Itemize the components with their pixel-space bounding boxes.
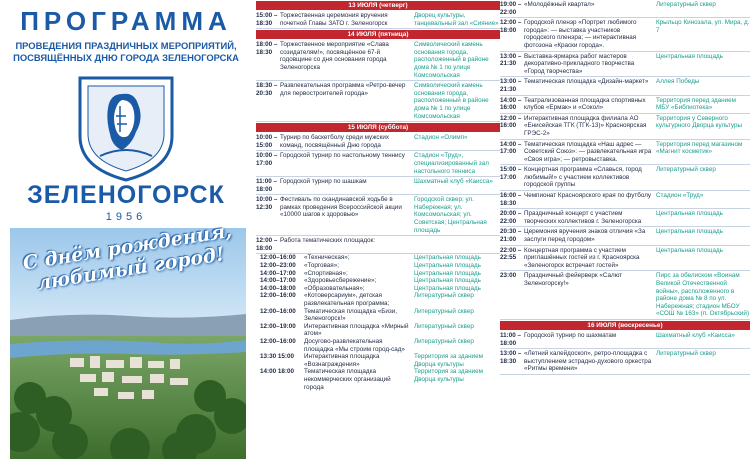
day-header: 16 ИЮЛЯ (воскресенье): [500, 321, 750, 330]
event-row: [500, 227, 750, 245]
sub-event-place: Территория за зданием Дворца культуры: [414, 368, 483, 383]
event-row: [500, 209, 750, 227]
event-row: [500, 165, 750, 191]
sub-event-place: Центральная площадь: [414, 254, 481, 262]
event-row: [500, 140, 750, 166]
sub-event-place: Центральная площадь: [414, 269, 481, 277]
event-time: 18:00 – 18:30: [256, 41, 278, 56]
sub-event-place: Центральная площадь: [414, 262, 481, 270]
program-title: ПРОГРАММА: [20, 6, 232, 36]
event-description: Тематическая площадка «Дизайн-маркет»: [524, 78, 649, 86]
event-place: Центральная площадь: [656, 246, 723, 254]
day-header: 14 ИЮЛЯ (пятница): [256, 30, 500, 39]
event-description: Выставка-ярмарка работ мастеров декоративно-прикладного творчества «Город творчества»: [524, 52, 635, 75]
event-place: Стадион «Труд», специализированный зал настольного тенниса: [414, 152, 489, 175]
schedule-column-2: [500, 0, 750, 459]
event-description: «Летний калейдоскоп», ретро-площадка с выступлением эстрадно-духового оркестра «Ритмы времени»: [524, 350, 652, 373]
event-time: 23:00: [500, 272, 517, 280]
event-place: Аллея Победы: [656, 78, 700, 86]
sub-event-description: «Торговая»;: [304, 262, 339, 270]
event-description: Городской турнир по настольному теннису: [280, 152, 405, 160]
event-place: Шахматный клуб «Каисса»: [414, 178, 493, 186]
event-place: Шахматный клуб «Каисса»: [656, 331, 735, 339]
event-place: Литературный сквер: [656, 1, 716, 8]
event-place: Литературный сквер: [656, 166, 716, 174]
event-time: 14:00 – 17:00: [500, 140, 522, 156]
event-time: 19:00 – 22:00: [500, 1, 522, 16]
sub-event-description: Досугово-развлекательная площадка «Мы строим город-сад»: [304, 337, 405, 353]
sub-event-description: «Образовательная»;: [304, 284, 365, 292]
day-header: 15 ИЮЛЯ (суббота): [256, 123, 500, 132]
event-description: Торжественная церемония вручения почетной Главы ЗАТО г. Зеленогорск: [280, 12, 388, 27]
sub-event-row: [256, 353, 500, 368]
sub-event-time: 12:00–23:00: [260, 262, 296, 270]
sub-event-row: [256, 277, 500, 285]
event-time: 16:00 – 18:30: [500, 192, 522, 207]
event-time: 20:00 – 22:00: [500, 210, 522, 225]
event-place: Территория перед зданием МБУ «Библиотека»: [656, 96, 736, 112]
event-time: 12:00 – 18:00: [500, 19, 522, 34]
sub-event-time: 14:00–18:00: [260, 284, 296, 292]
event-row: [256, 195, 500, 236]
sub-event-description: «Спортивная»;: [304, 269, 348, 277]
sub-event-place: Территория за зданием Дворца культуры: [414, 353, 483, 368]
event-place: Пирс за обелиском «Воинам Великой Отечественной войны», расположенного в районе дома № 8 по ул. Набережная; стадион МБОУ «СОШ № 163» (п. Октябрьский): [656, 272, 750, 318]
event-time: 15:00 – 17:00: [500, 166, 522, 181]
event-row: [256, 11, 500, 29]
event-place: Территория перед магазином «Магнит косметик»: [656, 140, 743, 156]
sub-event-time: 12:00–19:00: [260, 322, 296, 330]
sub-event-place: Литературный сквер: [414, 292, 474, 300]
sub-event-place: Литературный сквер: [414, 337, 474, 345]
sub-event-time: 14:00–17:00: [260, 269, 296, 277]
event-row: [500, 271, 750, 320]
schedule-column-1: [256, 0, 500, 459]
event-time: 11:00 – 18:00: [256, 178, 278, 193]
event-row: [500, 77, 750, 95]
event-description: Церемония вручения знаков отличия «За заслуги перед городом»: [524, 228, 646, 244]
event-description: Концертная программа с участием приглашённых гостей из г. Красноярска «Зеленогорск встречает гостей»: [524, 246, 640, 269]
event-row: [256, 133, 500, 151]
event-row: [500, 114, 750, 140]
title-panel: [0, 0, 252, 459]
event-description: «Молодёжный квартал»: [524, 1, 595, 8]
event-description: Работа тематических площадок:: [280, 237, 376, 245]
event-row: [500, 96, 750, 114]
event-time: 13:00 – 21:30: [500, 78, 522, 93]
event-description: Концертная программа «Славься, город любимый!» с участием коллективов городской группы: [524, 166, 642, 189]
event-place: Стадион «Олимп»: [414, 134, 468, 142]
sub-event-description: Тематическая площадка некоммерческих организаций города: [304, 368, 391, 391]
event-row: [256, 236, 500, 254]
event-place: Символический камень основания города, расположенный в районе дома № 1 по улице Комсомольская: [414, 82, 489, 120]
sub-event-description: «Котоверсариум», детская развлекательная программа;: [304, 292, 390, 307]
event-time: 12:00 – 18:00: [256, 237, 278, 252]
sub-event-row: [256, 338, 500, 353]
program-subtitle-line-2: ПОСВЯЩЁННЫХ ДНЮ ГОРОДА ЗЕЛЕНОГОРСКА: [13, 52, 239, 63]
founding-year: 1956: [105, 211, 147, 223]
event-place: Дворец культуры, танцевальный зал «Сияние»: [414, 12, 499, 27]
sub-event-row: [256, 368, 500, 391]
sub-event-place: Центральная площадь: [414, 284, 481, 292]
event-description: Городской пленэр «Портрет любимого города»: — выставка участников городского пленэра; — интерактивная фотозона «Краски города».: [524, 19, 637, 49]
sub-event-description: Тематическая площадка «Бизи, Зеленогорск!»: [304, 307, 398, 323]
event-description: Турнир по баскетболу среди мужских команд, посвящённый Дню города: [280, 134, 389, 149]
sub-event-row: [256, 292, 500, 307]
sub-event-row: [256, 262, 500, 270]
event-time: 10:00 – 12:30: [256, 196, 278, 211]
sub-event-place: Центральная площадь: [414, 277, 481, 285]
event-row: [256, 81, 500, 122]
event-row: [500, 331, 750, 349]
event-row: [500, 0, 750, 18]
birthday-greeting: С днём рождения, любимый город!: [21, 219, 234, 295]
event-time: 20:30 – 21:00: [500, 228, 522, 244]
day-header: 13 ИЮЛЯ (четверг): [256, 1, 500, 10]
event-row: [500, 246, 750, 272]
sub-event-description: «Техническая»;: [304, 254, 350, 262]
event-place: Литературный сквер: [656, 350, 716, 358]
event-time: 15:00 – 18:30: [256, 12, 278, 27]
event-row: [500, 52, 750, 78]
event-place: Символический камень основания города, расположенный в районе дома № 1 по улице Комсомольская: [414, 41, 489, 79]
city-emblem-icon: [60, 74, 192, 182]
sub-event-time: 12:00–16:00: [260, 337, 296, 345]
program-subtitle: [8, 40, 244, 64]
event-place: Территория у Северного культурного Дворца культуры: [656, 114, 742, 130]
event-description: Чемпионат Красноярского края по футболу: [524, 192, 652, 200]
event-description: Театрализованная площадка спортивных клубов «Ермак» и «Сокол»: [524, 96, 646, 112]
event-time: 12:00 – 16:00: [500, 114, 522, 130]
event-row: [256, 177, 500, 195]
event-description: Тематическая площадка «Наш адрес — Советский Союз»: — развлекательная игра «Своя игра»; — ретровыставка.: [524, 140, 652, 163]
event-description: Фестиваль по скандинавской ходьбе в рамках проведения Всероссийской акции «10000 шагов к здоровью»: [280, 196, 402, 219]
event-place: Стадион «Труд»: [656, 192, 704, 200]
event-time: 13:00 – 21:30: [500, 52, 522, 68]
sub-event-row: [256, 323, 500, 338]
event-row: [500, 349, 750, 375]
event-description: Торжественное мероприятие «Слава созидателям!», посвящённое 67-й годовщине со дня основания города Зеленогорска: [280, 41, 389, 71]
event-description: Праздничный фейерверк «Салют Зеленогорску!»: [524, 272, 623, 287]
sub-event-description: Интерактивная площадка «Мирный атом»: [304, 322, 409, 338]
sub-event-time: 13:30 15:00: [260, 353, 294, 361]
event-place: Центральная площадь: [656, 210, 723, 218]
event-description: Интерактивная площадка филиала АО «Енисейская ТГК (ТГК-13)» Красноярская ГРЭС-2»: [524, 114, 647, 137]
event-place: Центральная площадь: [656, 228, 723, 236]
event-row: [500, 18, 750, 51]
sub-event-row: [256, 270, 500, 278]
sub-event-time: 12:00–16:00: [260, 292, 296, 300]
sub-event-time: 12:00–16:00: [260, 307, 296, 315]
event-time: 11:00 – 18:00: [500, 331, 522, 347]
sub-event-row: [256, 254, 500, 262]
event-time: 13:00 – 18:30: [500, 350, 522, 365]
sub-event-place: Литературный сквер: [414, 322, 474, 330]
sub-event-description: Интерактивная площадка «Вознаграждения»: [304, 353, 380, 368]
event-row: [500, 191, 750, 209]
event-description: Праздничный концерт с участием творческих коллективов г. Зеленогорска: [524, 210, 642, 225]
event-time: 18:30 – 20:30: [256, 82, 278, 97]
program-subtitle-line-1: ПРОВЕДЕНИЯ ПРАЗДНИЧНЫХ МЕРОПРИЯТИЙ,: [15, 40, 237, 51]
event-place: Крыльцо Кинозала, ул. Мира, д. 7: [656, 19, 750, 34]
event-place: Городской сквер; ул. Набережная; ул. Комсомольская; ул. Советская; Центральная площадь: [414, 196, 487, 234]
event-time: 22:00 – 22:55: [500, 246, 522, 262]
event-row: [256, 40, 500, 81]
event-description: Городской турнир по шахматам: [524, 331, 617, 339]
event-description: Развлекательная программа «Ретро-вечер для первостроителей города»: [280, 82, 406, 97]
event-time: 10:00 – 15:00: [256, 134, 278, 149]
sub-event-time: 14:00–17:00: [260, 277, 296, 285]
event-time: 10:00 – 17:00: [256, 152, 278, 167]
event-time: 14:00 – 16:00: [500, 96, 522, 112]
event-place: Центральная площадь: [656, 52, 723, 60]
event-description: Городской турнир по шашкам: [280, 178, 367, 186]
sub-event-place: Литературный сквер: [414, 307, 474, 315]
event-place: [414, 237, 500, 252]
sub-event-row: [256, 308, 500, 323]
sub-event-description: «Здоровьесбережение»;: [304, 277, 377, 285]
city-name: ЗЕЛЕНОГОРСК: [27, 181, 225, 209]
event-row: [256, 151, 500, 177]
sub-event-time: 14:00 18:00: [260, 368, 294, 376]
sub-event-time: 12:00–16:00: [260, 254, 296, 262]
